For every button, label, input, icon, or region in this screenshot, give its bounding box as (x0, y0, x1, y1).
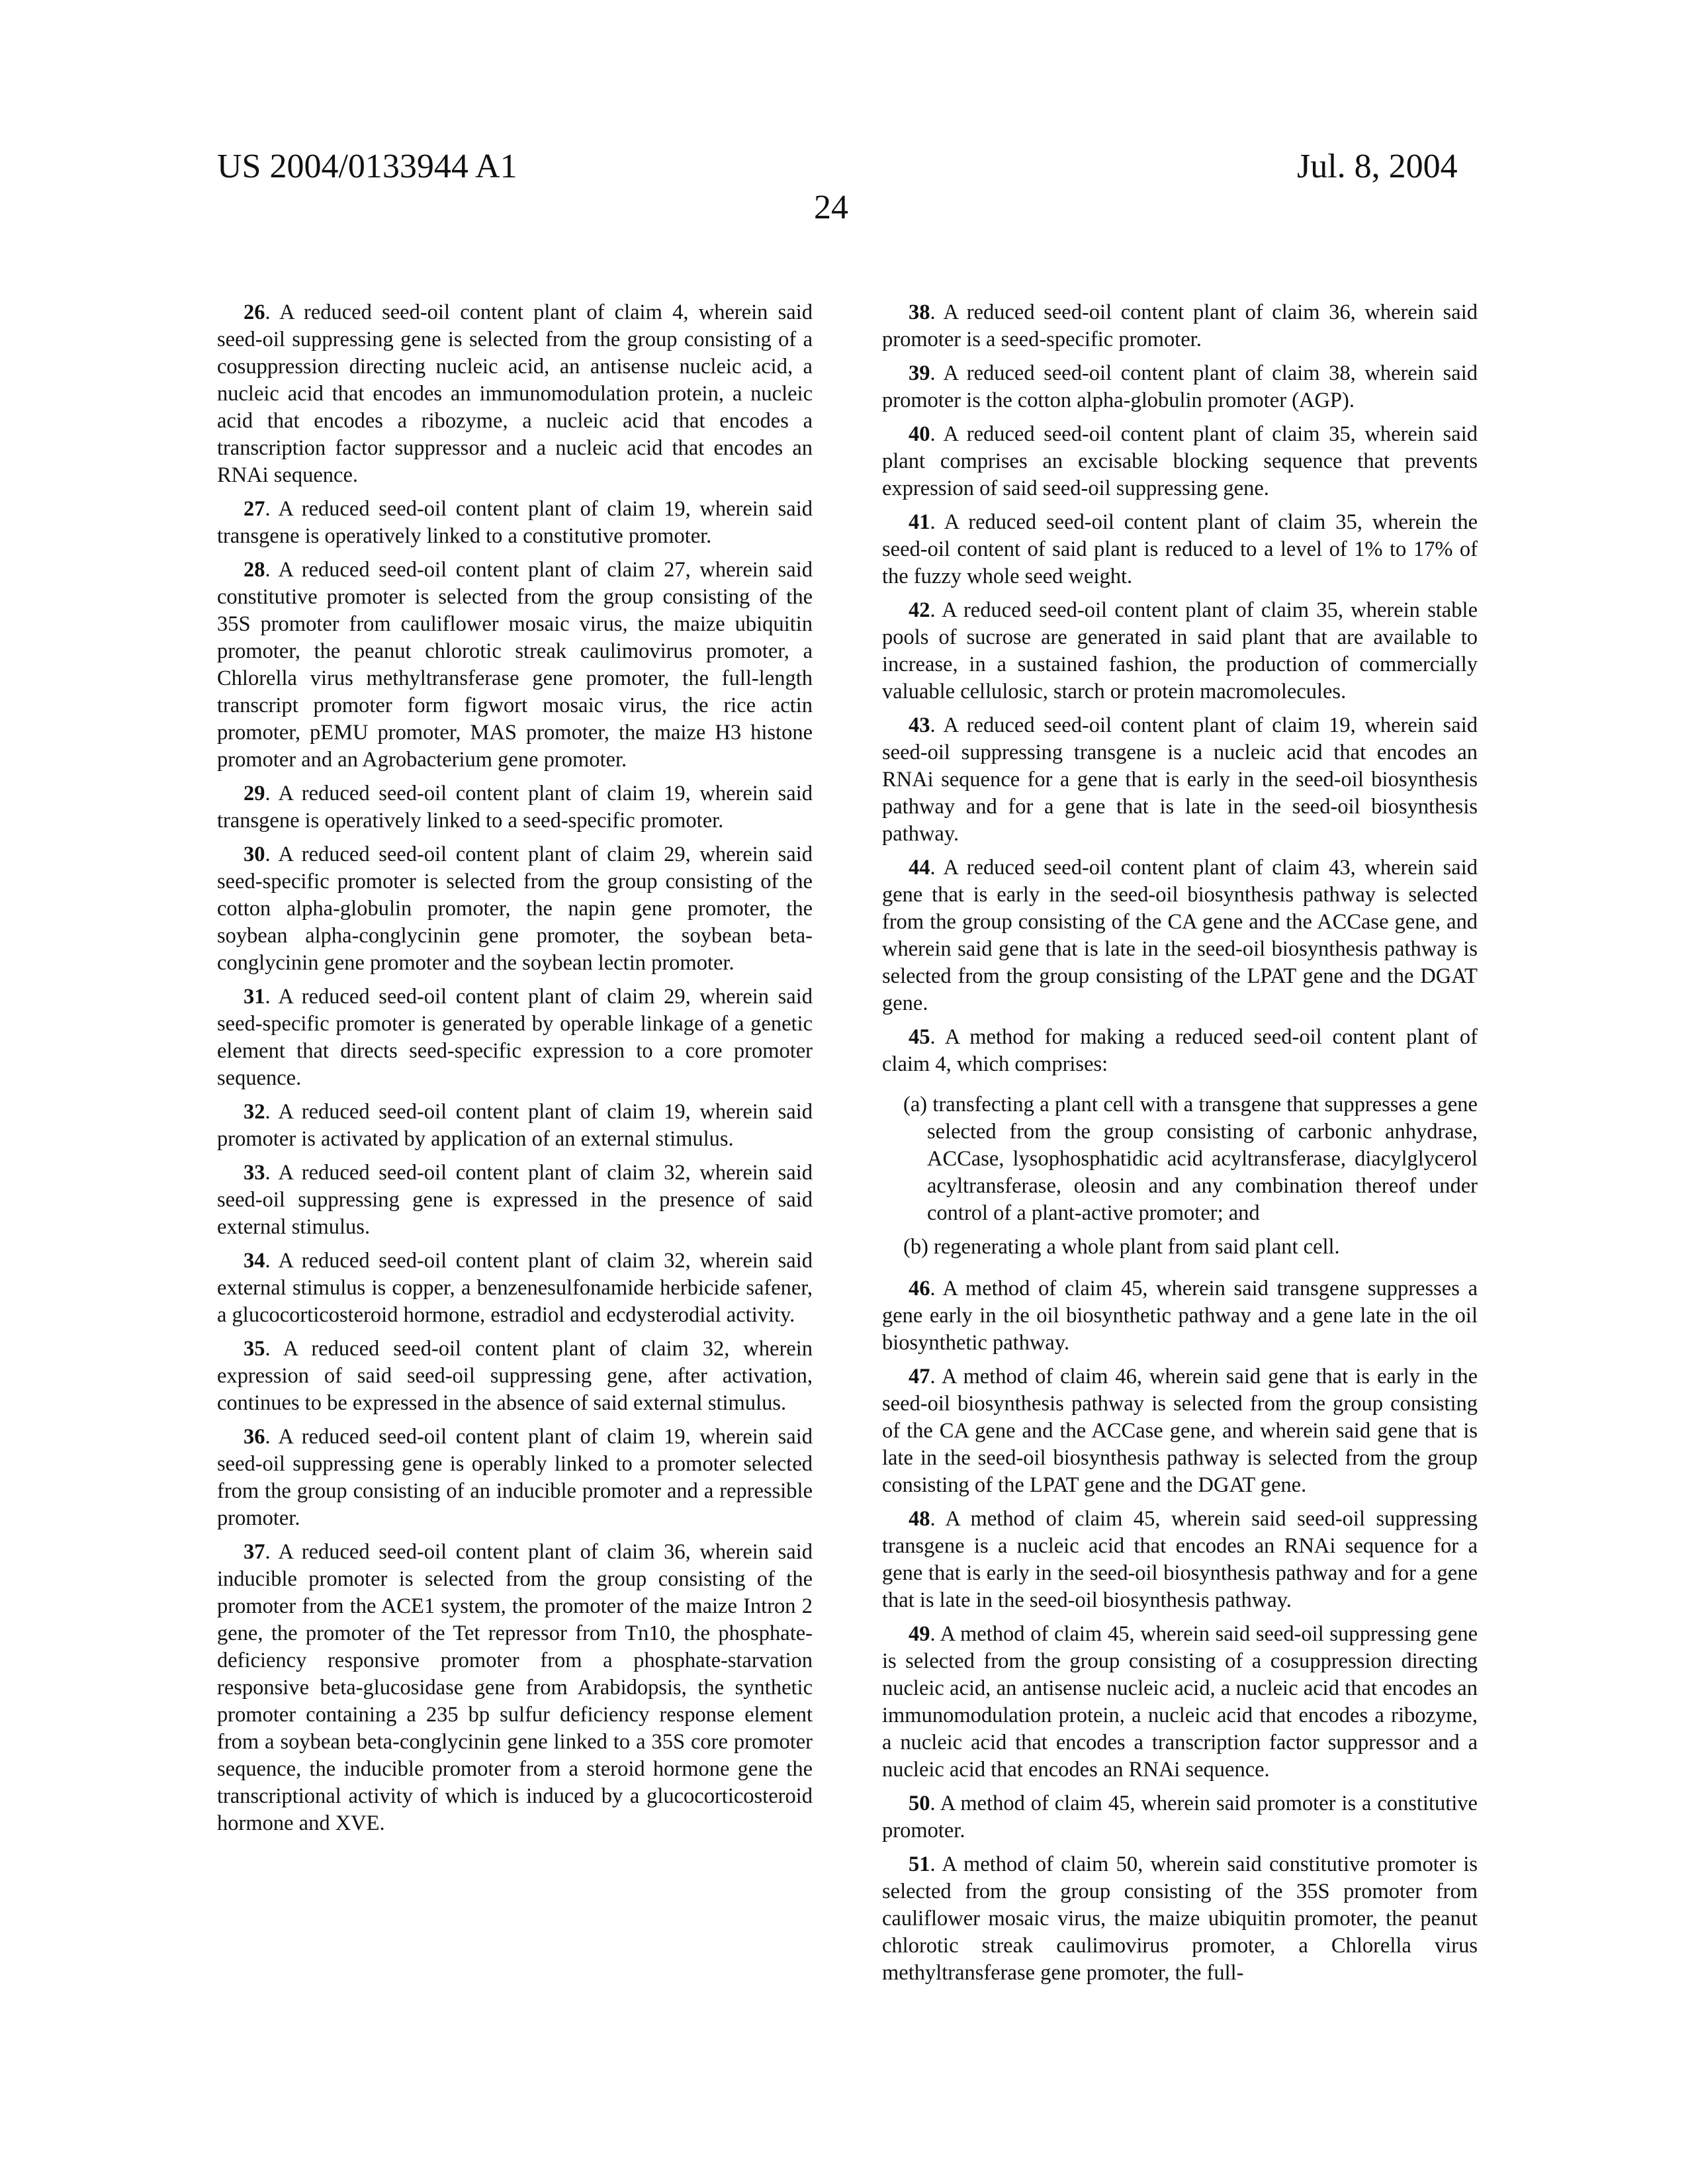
claim-26: 26. A reduced seed-oil content plant of claim 4, wherein said seed-oil suppressing gene is selected from the group consisting of a cosuppression directing nucleic acid, an antisense nucleic acid, a nucleic acid that encodes an immunomodulation protein, a nucleic acid that encodes a ribozyme, a nucleic acid that encodes a transcription factor suppressor and a nucleic acid that encodes an RNAi sequence. (217, 300, 813, 487)
claim-43: 43. A reduced seed-oil content plant of claim 19, wherein said seed-oil suppressing transgene is a nucleic acid that encodes an RNAi sequence for a gene that is early in the seed-oil biosynthesis pathway and for a gene that is late in the seed-oil biosynthesis pathway. (882, 713, 1478, 846)
claim-40: 40. A reduced seed-oil content plant of claim 35, wherein said plant comprises an excisable blocking sequence that prevents expression of said seed-oil suppressing gene. (882, 422, 1478, 500)
claim-31: 31. A reduced seed-oil content plant of claim 29, wherein said seed-specific promoter is generated by operable linkage of a genetic element that directs seed-specific expression to a core promoter sequence. (217, 985, 813, 1090)
claim-41: 41. A reduced seed-oil content plant of claim 35, wherein the seed-oil content of said plant is reduced to a level of 1% to 17% of the fuzzy whole seed weight. (882, 510, 1478, 588)
publication-number: US 2004/0133944 A1 (217, 148, 517, 185)
claim-39: 39. A reduced seed-oil content plant of claim 38, wherein said promoter is the cotton alpha-globulin promoter (AGP). (882, 361, 1478, 412)
claim-36: 36. A reduced seed-oil content plant of claim 19, wherein said seed-oil suppressing gene is operably linked to a promoter selected from the group consisting of an inducible promoter and a repressible promoter. (217, 1425, 813, 1530)
claim-46: 46. A method of claim 45, wherein said transgene suppresses a gene early in the oil biosynthetic pathway and a gene late in the oil biosynthetic pathway. (882, 1277, 1478, 1355)
claim-47: 47. A method of claim 46, wherein said gene that is early in the seed-oil biosynthesis pathway is selected from the group consisting of the CA gene and the ACCase gene, and wherein said gene that is late in the seed-oil biosynthesis pathway is selected from the group consisting of the LPAT gene and the DGAT gene. (882, 1365, 1478, 1497)
claim-45-step-a: (a) transfecting a plant cell with a transgene that suppresses a gene selected from the group consisting of carbonic anhydrase, ACCase, lysophosphatidic acid acyltransferase, diacylglycerol acyltransferase, oleosin and any combination thereof under control of a plant-active promoter; and (903, 1093, 1478, 1225)
claim-29: 29. A reduced seed-oil content plant of claim 19, wherein said transgene is operatively linked to a seed-specific promoter. (217, 782, 813, 833)
claim-30: 30. A reduced seed-oil content plant of claim 29, wherein said seed-specific promoter is selected from the group consisting of the cotton alpha-globulin promoter, the napin gene promoter, the soybean alpha-conglycinin gene promoter, the soybean beta-conglycinin gene promoter and the soybean lectin promoter. (217, 842, 813, 975)
claim-45-step-b: (b) regenerating a whole plant from said plant cell. (903, 1235, 1340, 1259)
claim-45-steps (882, 1091, 1478, 1261)
claim-35: 35. A reduced seed-oil content plant of claim 32, wherein expression of said seed-oil suppressing gene, after activation, continues to be expressed in the absence of said external stimulus. (217, 1337, 813, 1415)
claim-51: 51. A method of claim 50, wherein said constitutive promoter is selected from the group consisting of the 35S promoter from cauliflower mosaic virus, the maize ubiquitin promoter, the peanut chlorotic streak caulimovirus promoter, a Chlorella virus methyltransferase gene promoter, the full- (882, 1852, 1478, 1985)
claim-27: 27. A reduced seed-oil content plant of claim 19, wherein said transgene is operatively linked to a constitutive promoter. (217, 497, 813, 548)
claim-38: 38. A reduced seed-oil content plant of claim 36, wherein said promoter is a seed-specific promoter. (882, 300, 1478, 351)
claim-33: 33. A reduced seed-oil content plant of claim 32, wherein said seed-oil suppressing gene is expressed in the presence of said external stimulus. (217, 1161, 813, 1239)
claim-50: 50. A method of claim 45, wherein said promoter is a constitutive promoter. (882, 1792, 1478, 1843)
publication-date: Jul. 8, 2004 (1297, 148, 1458, 185)
claim-49: 49. A method of claim 45, wherein said seed-oil suppressing gene is selected from the group consisting of a cosuppression directing nucleic acid, an antisense nucleic acid, a nucleic acid that encodes an immunomodulation protein, a nucleic acid that encodes a ribozyme, a nucleic acid that encodes a transcription factor suppressor and a nucleic acid that encodes an RNAi sequence. (882, 1622, 1478, 1782)
page-number: 24 (814, 189, 848, 226)
claim-28: 28. A reduced seed-oil content plant of claim 27, wherein said constitutive promoter is selected from the group consisting of the 35S promoter from cauliflower mosaic virus, the maize ubiquitin promoter, the peanut chlorotic streak caulimovirus promoter, a Chlorella virus methyltransferase gene promoter, the full-length transcript promoter form figwort mosaic virus, the rice actin promoter, pEMU promoter, MAS promoter, the maize H3 histone promoter and an Agrobacterium gene promoter. (217, 558, 813, 772)
claim-48: 48. A method of claim 45, wherein said seed-oil suppressing transgene is a nucleic acid that encodes an RNAi sequence for a gene that is early in the seed-oil biosynthesis pathway and for a gene that is late in the seed-oil biosynthesis pathway. (882, 1507, 1478, 1612)
claim-32: 32. A reduced seed-oil content plant of claim 19, wherein said promoter is activated by application of an external stimulus. (217, 1100, 813, 1151)
claim-44: 44. A reduced seed-oil content plant of claim 43, wherein said gene that is early in the seed-oil biosynthesis pathway is selected from the group consisting of the CA gene and the ACCase gene, and wherein said gene that is late in the seed-oil biosynthesis pathway is selected from the group consisting of the LPAT gene and the DGAT gene. (882, 856, 1478, 1015)
right-column (882, 299, 1478, 1993)
claim-37: 37. A reduced seed-oil content plant of claim 36, wherein said inducible promoter is selected from the group consisting of the promoter from the ACE1 system, the promoter of the maize Intron 2 gene, the promoter of the Tet repressor from Tn10, the phosphate-deficiency responsive promoter from a phosphate-starvation responsive beta-glucosidase gene from Arabidopsis, the synthetic promoter containing a 235 bp sulfur deficiency response element from a soybean beta-conglycinin gene linked to a 35S core promoter sequence, the inducible promoter from a steroid hormone gene the transcriptional activity of which is induced by a glucocorticosteroid hormone and XVE. (217, 1540, 813, 1835)
claim-42: 42. A reduced seed-oil content plant of claim 35, wherein stable pools of sucrose are generated in said plant that are available to increase, in a sustained fashion, the production of commercially valuable cellulosic, starch or protein macromolecules. (882, 598, 1478, 704)
left-column (217, 299, 813, 1844)
claim-34: 34. A reduced seed-oil content plant of claim 32, wherein said external stimulus is copper, a benzenesulfonamide herbicide safener, a glucocorticosteroid hormone, estradiol and ecdysterodial activity. (217, 1249, 813, 1327)
claim-45: 45. A method for making a reduced seed-oil content plant of claim 4, which comprises: (882, 1025, 1478, 1076)
